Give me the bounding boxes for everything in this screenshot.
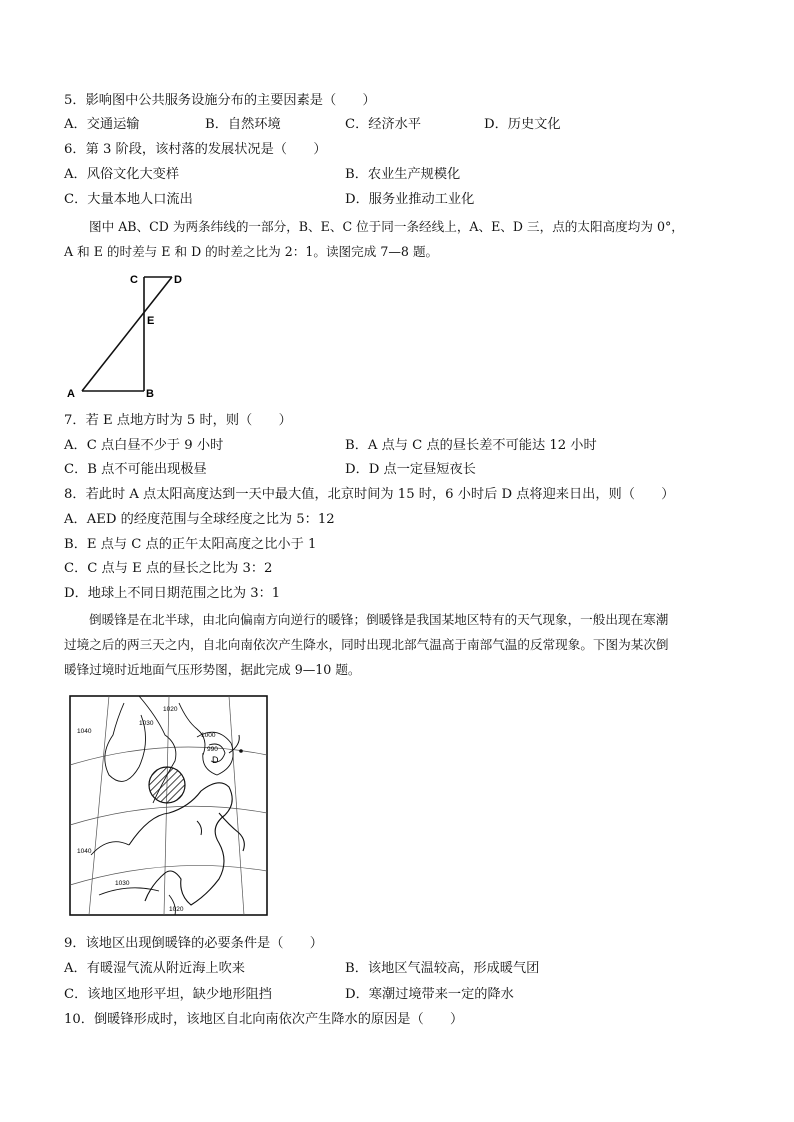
q5-option-c: C．经济水平: [345, 117, 422, 132]
q8-option-b: B．E 点与 C 点的正午太阳高度之比小于 1: [64, 537, 317, 552]
q6-option-a: A．风俗文化大变样: [64, 167, 180, 182]
pressure-map: [69, 695, 269, 917]
passage2-line3: 暖锋过境时近地面气压形势图，据此完成 9—10 题。: [64, 662, 361, 677]
q5-option-d: D．历史文化: [484, 117, 561, 132]
passage2-line2: 过境之后的两三天之内，自北向南依次产生降水，同时出现北部气温高于南部气温的反常现象。下图为某次倒: [64, 637, 669, 652]
precipitation-area: [149, 767, 185, 803]
q10-stem: 10．倒暖锋形成时，该地区自北向南依次产生降水的原因是（ ）: [64, 1012, 464, 1027]
label-d: D: [174, 274, 182, 286]
q9-option-d: D．寒潮过境带来一定的降水: [345, 987, 514, 1002]
q7-option-d: D．D 点一定昼短夜长: [345, 462, 476, 477]
isobar-label-990: 990: [207, 746, 218, 753]
q5-option-b: B．自然环境: [205, 117, 281, 132]
isobar-label-1040a: 1040: [77, 728, 92, 735]
q5-stem: 5．影响图中公共服务设施分布的主要因素是（ ）: [64, 93, 376, 108]
q9-option-c: C．该地区地形平坦，缺少地形阻挡: [64, 987, 272, 1002]
q6-option-b: B．农业生产规模化: [345, 167, 461, 182]
q6-option-d: D．服务业推动工业化: [345, 192, 475, 207]
label-a: A: [67, 388, 75, 400]
isobar-label-1030a: 1030: [139, 720, 154, 727]
q8-option-a: A．AED 的经度范围与全球经度之比为 5：12: [64, 512, 335, 527]
isobar-label-1020b: 1020: [169, 906, 184, 913]
label-c: C: [130, 274, 138, 286]
latitude-diagram: [60, 266, 200, 402]
q8-option-d: D．地球上不同日期范围之比为 3：1: [64, 586, 281, 601]
isobar-label-1020a: 1020: [163, 706, 178, 713]
line-aed: [82, 277, 172, 391]
q9-option-b: B．该地区气温较高，形成暖气团: [345, 961, 540, 976]
passage1-line1: 图中 AB、CD 为两条纬线的一部分，B、E、C 位于同一条经线上，A、E、D 三，点的太阳高度均为 0°，: [89, 219, 684, 234]
q7-option-c: C．B 点不可能出现极昼: [64, 462, 207, 477]
isobar-label-1000: 1000: [201, 732, 216, 739]
passage2-line1: 倒暖锋是在北半球，由北向偏南方向逆行的暖锋；倒暖锋是我国某地区特有的天气现象，一般出现在寒潮: [89, 612, 669, 627]
label-e: E: [147, 315, 155, 327]
isobar-label-1030b: 1030: [115, 880, 130, 887]
q5-option-a: A．交通运输: [64, 117, 140, 132]
isobar-label-1040b: 1040: [77, 848, 92, 855]
q9-stem: 9．该地区出现倒暖锋的必要条件是（ ）: [64, 936, 323, 951]
front-marker: [239, 749, 243, 753]
q8-stem: 8．若此时 A 点太阳高度达到一天中最大值，北京时间为 15 时，6 小时后 D 点将迎来日出，则（ ）: [64, 487, 675, 502]
passage1-line2: A 和 E 的时差与 E 和 D 的时差之比为 2：1。读图完成 7—8 题。: [64, 244, 439, 259]
q7-option-b: B．A 点与 C 点的昼长差不可能达 12 小时: [345, 438, 597, 453]
q7-stem: 7．若 E 点地方时为 5 时，则（ ）: [64, 413, 292, 428]
q6-option-c: C．大量本地人口流出: [64, 192, 193, 207]
low-pressure-label: D: [212, 755, 219, 765]
q6-stem: 6．第 3 阶段，该村落的发展状况是（ ）: [64, 142, 327, 157]
q7-option-a: A．C 点白昼不少于 9 小时: [64, 438, 224, 453]
q9-option-a: A．有暖湿气流从附近海上吹来: [64, 961, 245, 976]
label-b: B: [146, 388, 154, 400]
q8-option-c: C．C 点与 E 点的昼长之比为 3：2: [64, 561, 273, 576]
